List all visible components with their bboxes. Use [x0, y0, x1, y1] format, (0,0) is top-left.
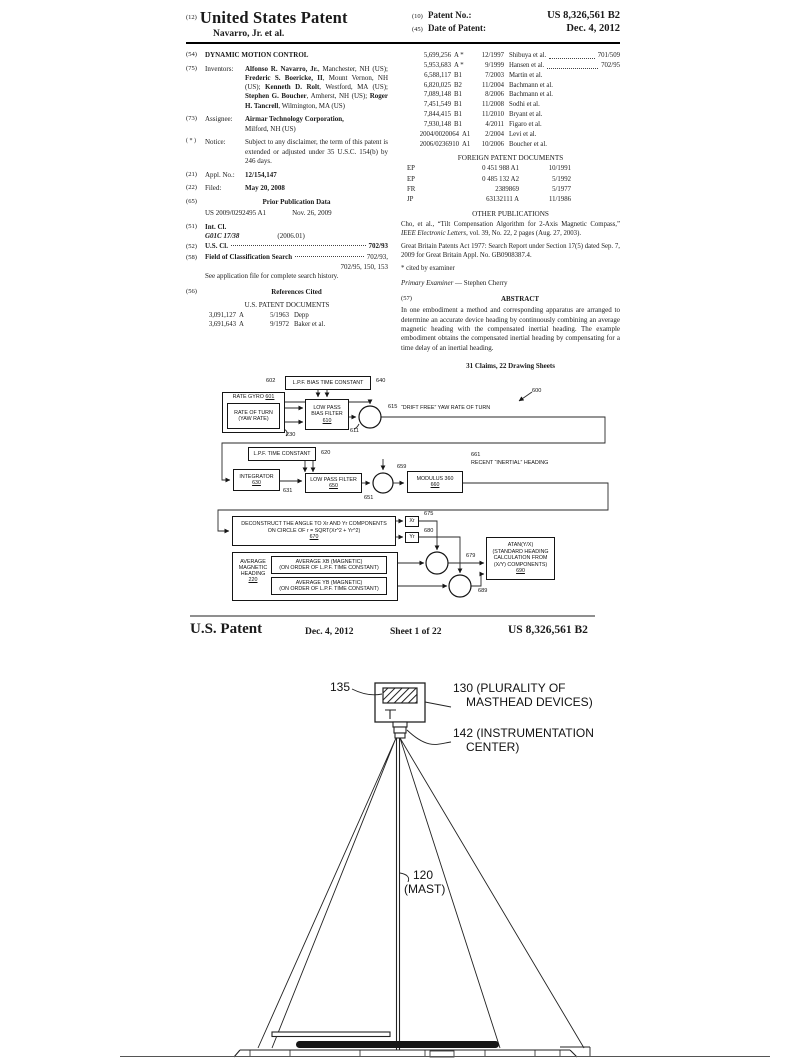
rate-gyro-box: RATE GYRO 601: [222, 392, 285, 433]
table-row: 7,844,415 B1 11/2010 Bryant et al.: [423, 111, 543, 119]
front-page-header: [186, 8, 620, 39]
label-135: 135: [330, 680, 351, 694]
summing-junction-689: [449, 575, 471, 597]
modulus-360-box: MODULUS 360 660: [407, 471, 463, 493]
deck-line: [234, 1050, 577, 1057]
foreign-patent-documents-heading: FOREIGN PATENT DOCUMENTS: [457, 154, 564, 163]
ref-659: 659: [397, 464, 407, 470]
deconstruct-angle-box: DECONSTRUCT THE ANGLE TO Xr AND Yr COMPONENTS ON CIRCLE OF r = SQRT(Xr^2 + Yr^2) 670: [232, 516, 396, 546]
prior-publication-row: US 2009/0292495 A1 Nov. 26, 2009: [205, 209, 332, 218]
summing-junction-651: [373, 473, 393, 493]
instrumentation-center-mount: [393, 722, 407, 727]
date-of-patent-label: Date of Patent:: [428, 23, 486, 33]
ref-661: 661: [471, 452, 481, 458]
label-142-instrumentation-center: 142 (INSTRUMENTATION CENTER): [453, 726, 594, 754]
field-appl-no: (21) Appl. No.: 12/154,147: [186, 170, 277, 179]
claims-line: 31 Claims, 22 Drawing Sheets: [466, 362, 555, 371]
patent-number: US 8,326,561 B2: [547, 10, 620, 21]
ref-602: 602: [266, 378, 276, 384]
table-row: 7,451,549 B1 11/2008 Sodhi et al.: [423, 101, 540, 109]
dot-leader: [549, 49, 595, 59]
field-int-cl: (51) Int. Cl. G01C 17/38 (2006.01): [186, 223, 305, 241]
other-publications-heading: OTHER PUBLICATIONS: [472, 210, 549, 219]
field-title: (54) DYNAMIC MOTION CONTROL: [186, 51, 309, 59]
summing-junction-615: [359, 406, 381, 428]
table-row: 3,691,643 A 9/1972 Baker et al.: [208, 321, 326, 329]
ref-620: 620: [321, 450, 331, 456]
sailboat-drawing: [90, 660, 790, 1060]
front-page-right-column: [401, 51, 620, 370]
ref-611: 611: [350, 428, 359, 434]
patent-no-label: Patent No.:: [428, 10, 472, 20]
recent-inertial-heading-label: RECENT “INERTIAL” HEADING: [471, 460, 549, 466]
ref-615: 615: [388, 404, 398, 410]
table-row: 3,091,127 A 5/1963 Depp: [208, 311, 309, 319]
invention-title: DYNAMIC MOTION CONTROL: [205, 51, 309, 59]
masthead-sensor-hatched: [383, 688, 417, 703]
page-title: United States Patent: [199, 8, 348, 27]
spreader-bar: [272, 1032, 390, 1037]
label-120-mast: 120 (MAST): [404, 868, 446, 896]
integrator-box: INTEGRATOR 630: [233, 469, 280, 491]
table-row: 2006/0236910 A1 10/2006 Boucher et al.: [419, 140, 547, 148]
ref-689: 689: [478, 588, 488, 594]
ref-651: 651: [364, 495, 374, 501]
ref-600: 600: [532, 388, 542, 394]
rate-of-turn-box: RATE OF TURN (YAW RATE): [227, 403, 280, 429]
xr-box: Xr: [405, 516, 419, 527]
lpf-bias-time-constant-box: L.P.F. BIAS TIME CONSTANT: [285, 376, 371, 390]
ref-230: 230: [286, 432, 296, 438]
publication-2: Great Britain Patents Act 1977: Search Report under Section 17(5) dated Sep. 7, 2009 for Great Britain Appl. No. GB0908387.4.: [401, 242, 620, 259]
header-right: [412, 8, 620, 39]
ref-640: 640: [376, 378, 386, 384]
dot-leader: [547, 59, 598, 69]
sheet-header-sheet-count: Sheet 1 of 22: [390, 627, 442, 637]
front-page-left-column: [186, 51, 388, 370]
sheet-header-us-patent: U.S. Patent: [190, 621, 263, 637]
ref-675: 675: [424, 511, 434, 517]
hull-stations: [250, 1050, 560, 1057]
field-classification-search: (58) Field of Classification Search 702/93, 702/95, 150, 153 See application file for complete search history.: [186, 253, 388, 281]
field-inventors: (75) Inventors: Alfonso R. Navarro, Jr., Manchester, NH (US); Frederic S. Boericke, II, Mount Vernon, NH (US); Kenneth D. Rolt, Westford, MA (US); Stephen G. Boucher, Amherst, NH (US); Roger H. Tancrell, Wilmington, MA (US): [186, 64, 388, 110]
header-left: [186, 8, 348, 39]
average-yb-box: AVERAGE YB (MAGNETIC) (ON ORDER OF L.P.F. TIME CONSTANT): [271, 577, 387, 595]
average-magnetic-heading-label: AVERAGE MAGNETIC HEADING 220: [238, 559, 268, 583]
dot-leader: [231, 245, 366, 246]
abstract-text: In one embodiment a method and corresponding apparatus are arranged to determine an accurate device heading by continuously combining an average magnetic heading with the compensated inertial heading. The example embodiment obtains the compensated inertial heading by compensating for a time delay of an inertial heading.: [401, 306, 620, 352]
low-pass-bias-filter-box: LOW PASS BIAS FILTER 610: [305, 399, 349, 430]
table-row: EP 0 485 132 A2 5/1992: [407, 175, 571, 183]
date-of-patent: Dec. 4, 2012: [566, 23, 620, 34]
sheet-header-date: Dec. 4, 2012: [305, 627, 354, 637]
table-row: EP 0 451 988 A1 10/1991: [407, 165, 571, 173]
atan-box: ATAN(Y/X) (STANDARD HEADING CALCULATION FROM (X/Y) COMPONENTS) 690: [486, 537, 555, 580]
publication-1: Cho, et al., “Tilt Compensation Algorithm for 2-Axis Magnetic Compass,” IEEE Electronic Letters, vol. 39, No. 22, 2 pages (Aug. 27, 2003).: [401, 221, 620, 238]
summing-junction-679: [426, 552, 448, 574]
table-row: 6,820,025 B2 11/2004 Bachmann et al.: [423, 81, 553, 89]
leader-142: [407, 730, 451, 744]
ref-680: 680: [424, 528, 434, 534]
page-divider: [190, 615, 595, 617]
field-notice: ( * ) Notice: Subject to any disclaimer, the term of this patent is extended or adjusted under 35 U.S.C. 154(b) by 246 days.: [186, 138, 388, 165]
boom: [296, 1041, 499, 1048]
field-filed: (22) Filed: May 20, 2008: [186, 184, 285, 193]
table-row: 6,588,117 B1 7/2003 Martin et al.: [424, 71, 543, 79]
field-12-number: (12): [186, 14, 197, 21]
patent-authors: Navarro, Jr. et al.: [213, 29, 285, 39]
table-row: 2004/0020064 A1 2/2004 Levi et al.: [419, 130, 537, 138]
abstract-heading: (57) ABSTRACT: [401, 294, 540, 303]
primary-examiner: Primary Examiner — Stephen Cherry: [401, 278, 508, 287]
field-prior-publication: (65) Prior Publication Data: [186, 198, 331, 207]
inventors-list: Alfonso R. Navarro, Jr., Manchester, NH (US); Frederic S. Boericke, II, Mount Vernon, NH (US); Kenneth D. Rolt, Westford, MA (US); Stephen G. Boucher, Amherst, NH (US); Roger H. Tancrell, Wilmington, MA (US): [245, 64, 388, 110]
field-10-number: (10): [412, 13, 423, 20]
field-assignee: (73) Assignee: Airmar Technology Corporation, Milford, NH (US): [186, 115, 344, 133]
mast: [397, 738, 400, 1050]
cited-by-examiner: * cited by examiner: [401, 264, 455, 272]
field-us-cl: (52) U.S. Cl. 702/93: [186, 242, 388, 251]
leader-130: [425, 702, 451, 707]
drift-free-label: “DRIFT FREE” YAW RATE OF TURN: [401, 405, 491, 411]
lpf-time-constant-box: L.P.F. TIME CONSTANT: [248, 447, 316, 461]
sheet-header-patent-number: US 8,326,561 B2: [508, 624, 588, 636]
low-pass-filter-box: LOW PASS FILTER 650: [305, 473, 362, 493]
header-rule: [186, 42, 620, 44]
yr-box: Yr: [405, 532, 419, 543]
table-row: FR 2389869 5/1977: [407, 185, 571, 193]
table-row: 7,089,148 B1 8/2006 Bachmann et al.: [423, 91, 553, 99]
ref-631: 631: [283, 488, 293, 494]
table-row: 7,930,148 B1 4/2011 Figaro et al.: [423, 120, 542, 128]
patent-front-page: [186, 8, 620, 370]
table-row: 5,953,683 A * 9/1999 Hansen et al. 702/95: [401, 61, 620, 71]
table-row: 5,699,256 A * 12/1997 Shibuya et al. 701/509: [401, 51, 620, 61]
table-row: JP 63132111 A 11/1986: [407, 196, 571, 203]
field-references-cited: (56) References Cited: [186, 288, 322, 297]
us-patent-documents-heading: U.S. PATENT DOCUMENTS: [244, 300, 330, 309]
ref-679: 679: [466, 553, 476, 559]
dot-leader: [295, 256, 364, 257]
average-xb-box: AVERAGE XB (MAGNETIC) (ON ORDER OF L.P.F. TIME CONSTANT): [271, 556, 387, 574]
field-45-number: (45): [412, 26, 423, 33]
label-130-masthead-devices: 130 (PLURALITY OF MASTHEAD DEVICES): [453, 681, 593, 709]
